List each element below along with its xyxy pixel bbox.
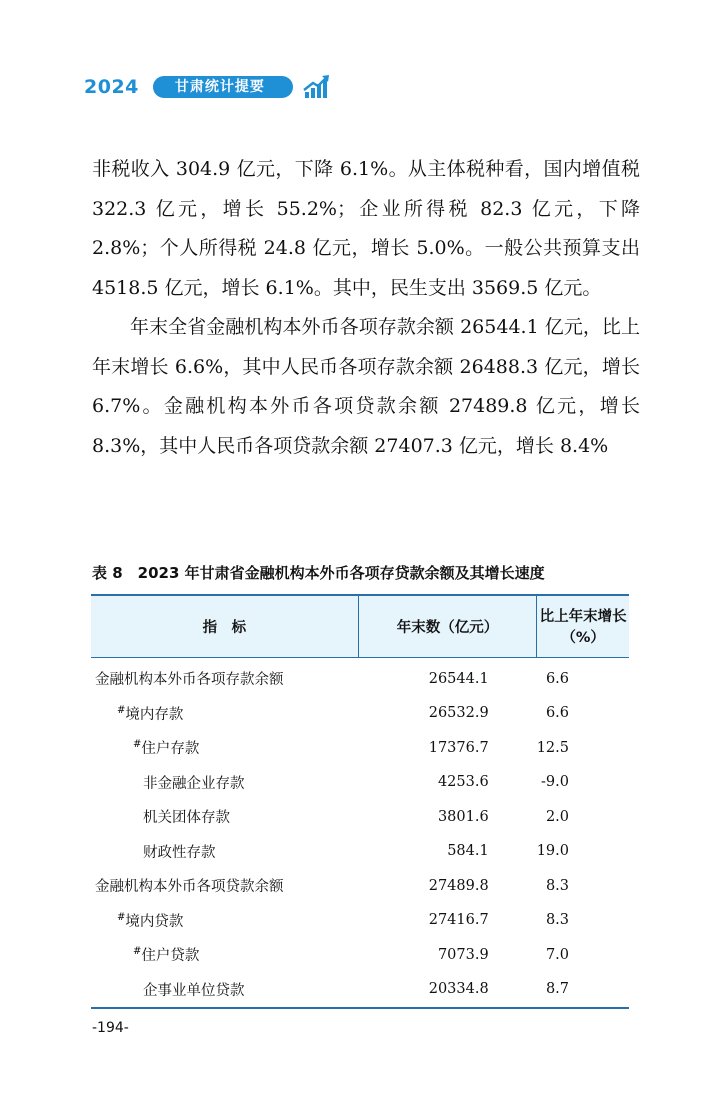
row-growth: 2.0	[545, 808, 569, 825]
table-row	[91, 903, 629, 938]
row-growth: 8.3	[545, 877, 569, 894]
row-growth: 7.0	[545, 946, 569, 963]
header-growth: 比上年末增长（%）	[537, 595, 629, 657]
row-label-text: 境内存款	[125, 706, 184, 723]
row-value: 20334.8	[358, 972, 536, 1008]
row-mark: #	[133, 946, 142, 958]
page-number: -194-	[92, 1020, 129, 1036]
paragraph-finance: 年末全省金融机构本外币各项存款余额 26544.1 亿元，比上年末增长 6.6%，其中人民币各项存款余额 26488.3 亿元，增长 6.7%。金融机构本外币各项贷款余额 27489.8 亿元，增长 8.3%，其中人民币各项贷款余额 27407.3 亿元，增长 8.4%	[92, 316, 640, 457]
row-label-text: 住户贷款	[141, 948, 200, 965]
row-label-text: 非金融企业存款	[143, 775, 245, 792]
row-value: 7073.9	[437, 946, 489, 963]
table-row	[91, 657, 629, 696]
row-value: 3801.6	[437, 808, 489, 825]
chart-growth-icon	[303, 74, 331, 100]
row-label	[91, 696, 358, 731]
row-mark: #	[133, 739, 142, 751]
row-label	[91, 731, 358, 766]
row-mark: #	[117, 704, 126, 716]
row-label	[91, 869, 358, 904]
header-year-end-value: 年末数（亿元）	[358, 595, 536, 657]
row-label	[91, 800, 358, 835]
table-row	[91, 765, 629, 800]
row-label-text: 住户存款	[141, 741, 200, 758]
body-text	[92, 150, 640, 466]
finance-table	[91, 594, 629, 1009]
row-label-text: 财政性存款	[143, 844, 216, 861]
row-growth: 8.7	[537, 972, 629, 1008]
row-label	[91, 765, 358, 800]
table-row	[91, 972, 629, 1008]
table-row	[91, 834, 629, 869]
row-label-text: 金融机构本外币各项存款余额	[95, 672, 284, 689]
row-growth: 12.5	[536, 739, 569, 756]
row-value: 17376.7	[428, 739, 489, 756]
row-mark: #	[117, 911, 126, 923]
table-row	[91, 696, 629, 731]
row-label	[91, 903, 358, 938]
row-label-text: 机关团体存款	[143, 810, 230, 827]
header-indicator: 指 标	[91, 595, 358, 657]
row-label-text: 金融机构本外币各项贷款余额	[95, 879, 284, 896]
header-title: 甘肃统计提要	[153, 76, 293, 98]
table-caption: 表 8 2023 年甘肃省金融机构本外币各项存贷款余额及其增长速度	[92, 564, 545, 582]
row-label-text: 境内贷款	[125, 913, 184, 930]
row-label	[91, 938, 358, 973]
row-value: 26544.1	[428, 670, 489, 687]
table-row	[91, 869, 629, 904]
row-label	[91, 972, 358, 1008]
paragraph-fiscal: 非税收入 304.9 亿元，下降 6.1%。从主体税种看，国内增值税 322.3 亿元，增长 55.2%；企业所得税 82.3 亿元，下降 2.8%；个人所得税 24.8 亿元，增长 5.0%。一般公共预算支出 4518.5 亿元，增长 6.1%。其中，民生支出 3569.5 亿元。	[92, 158, 640, 299]
page-header	[84, 72, 331, 102]
row-growth: 19.0	[536, 843, 569, 860]
table-row	[91, 731, 629, 766]
row-growth: 6.6	[545, 670, 569, 687]
row-value: 4253.6	[437, 774, 489, 791]
row-value: 27489.8	[428, 877, 489, 894]
row-value: 27416.7	[428, 912, 489, 929]
table-row	[91, 800, 629, 835]
row-value: 584.1	[447, 843, 489, 860]
row-value: 26532.9	[428, 705, 489, 722]
header-year: 2024	[84, 76, 139, 98]
row-growth: -9.0	[541, 774, 569, 791]
row-growth: 6.6	[545, 705, 569, 722]
row-growth: 8.3	[545, 912, 569, 929]
row-label-text: 企事业单位贷款	[143, 982, 245, 999]
row-label	[91, 834, 358, 869]
table-row	[91, 938, 629, 973]
row-label	[91, 657, 358, 696]
table-header-row	[91, 595, 629, 657]
